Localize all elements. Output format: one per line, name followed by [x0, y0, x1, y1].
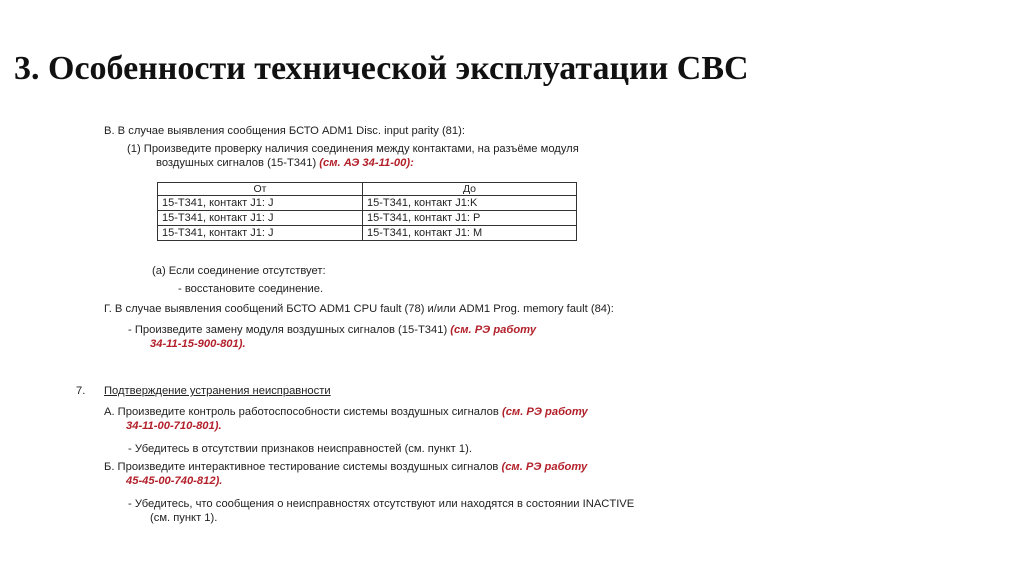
reference-45-45-00-740-812: 45-45-00-740-812). [126, 475, 223, 487]
reference-re-work: (см. РЭ работу [450, 324, 537, 336]
item-a7-line [104, 405, 588, 419]
reference-re-work: (см. РЭ работу [501, 406, 588, 418]
table-cell-from: 15-Т341, контакт J1: J [158, 196, 363, 211]
table-cell-from: 15-Т341, контакт J1: J [158, 226, 363, 241]
table-row [158, 211, 577, 226]
reference-ae-34-11-00: (см. АЭ 34-11-00): [319, 157, 414, 169]
reference-34-11-15-900-801: 34-11-15-900-801). [150, 338, 246, 350]
item-a7-text: А. Произведите контроль работоспособности системы воздушных сигналов [104, 406, 502, 418]
slide-title: 3. Особенности технической эксплуатации СВС [14, 50, 749, 87]
item-b7-line [104, 460, 587, 474]
section-7-title: Подтверждение устранения неисправности [104, 385, 331, 397]
item-b1-line2 [156, 156, 414, 170]
table-cell-to: 15-Т341, контакт J1: P [363, 211, 577, 226]
table-header-to: До [363, 183, 577, 196]
item-b1-line1: (1) Произведите проверку наличия соединения между контактами, на разъёме модуля [127, 143, 579, 155]
table-header-from: От [158, 183, 363, 196]
item-b1-text: воздушных сигналов (15-Т341) [156, 157, 320, 169]
item-a7-dash: - Убедитесь в отсутствии признаков неисправностей (см. пункт 1). [128, 443, 472, 455]
table-row [158, 196, 577, 211]
item-b-heading: В. В случае выявления сообщения БСТО ADM1 Disc. input parity (81): [104, 125, 465, 137]
item-g-text: - Произведите замену модуля воздушных сигналов (15-Т341) [128, 324, 451, 336]
table-cell-to: 15-Т341, контакт J1: M [363, 226, 577, 241]
item-b7-dash-line2: (см. пункт 1). [150, 512, 218, 524]
item-g-dash [128, 323, 536, 337]
item-g-heading: Г. В случае выявления сообщений БСТО ADM1 CPU fault (78) и/или ADM1 Prog. memory fault (84): [104, 303, 614, 315]
reference-34-11-00-710-801: 34-11-00-710-801). [126, 420, 222, 432]
table-cell-from: 15-Т341, контакт J1: J [158, 211, 363, 226]
section-7-number: 7. [76, 385, 86, 397]
contacts-table [157, 182, 577, 241]
item-b7-text: Б. Произведите интерактивное тестирование системы воздушных сигналов [104, 461, 502, 473]
item-a-dash: - восстановите соединение. [178, 283, 324, 295]
table-row [158, 226, 577, 241]
item-b7-dash-line1: - Убедитесь, что сообщения о неисправностях отсутствуют или находятся в состоянии INACTIVE [128, 498, 635, 510]
table-cell-to: 15-Т341, контакт J1:K [363, 196, 577, 211]
reference-re-work: (см. РЭ работу [501, 461, 588, 473]
item-a-line: (а) Если соединение отсутствует: [152, 265, 326, 277]
table-header-row [158, 183, 577, 196]
